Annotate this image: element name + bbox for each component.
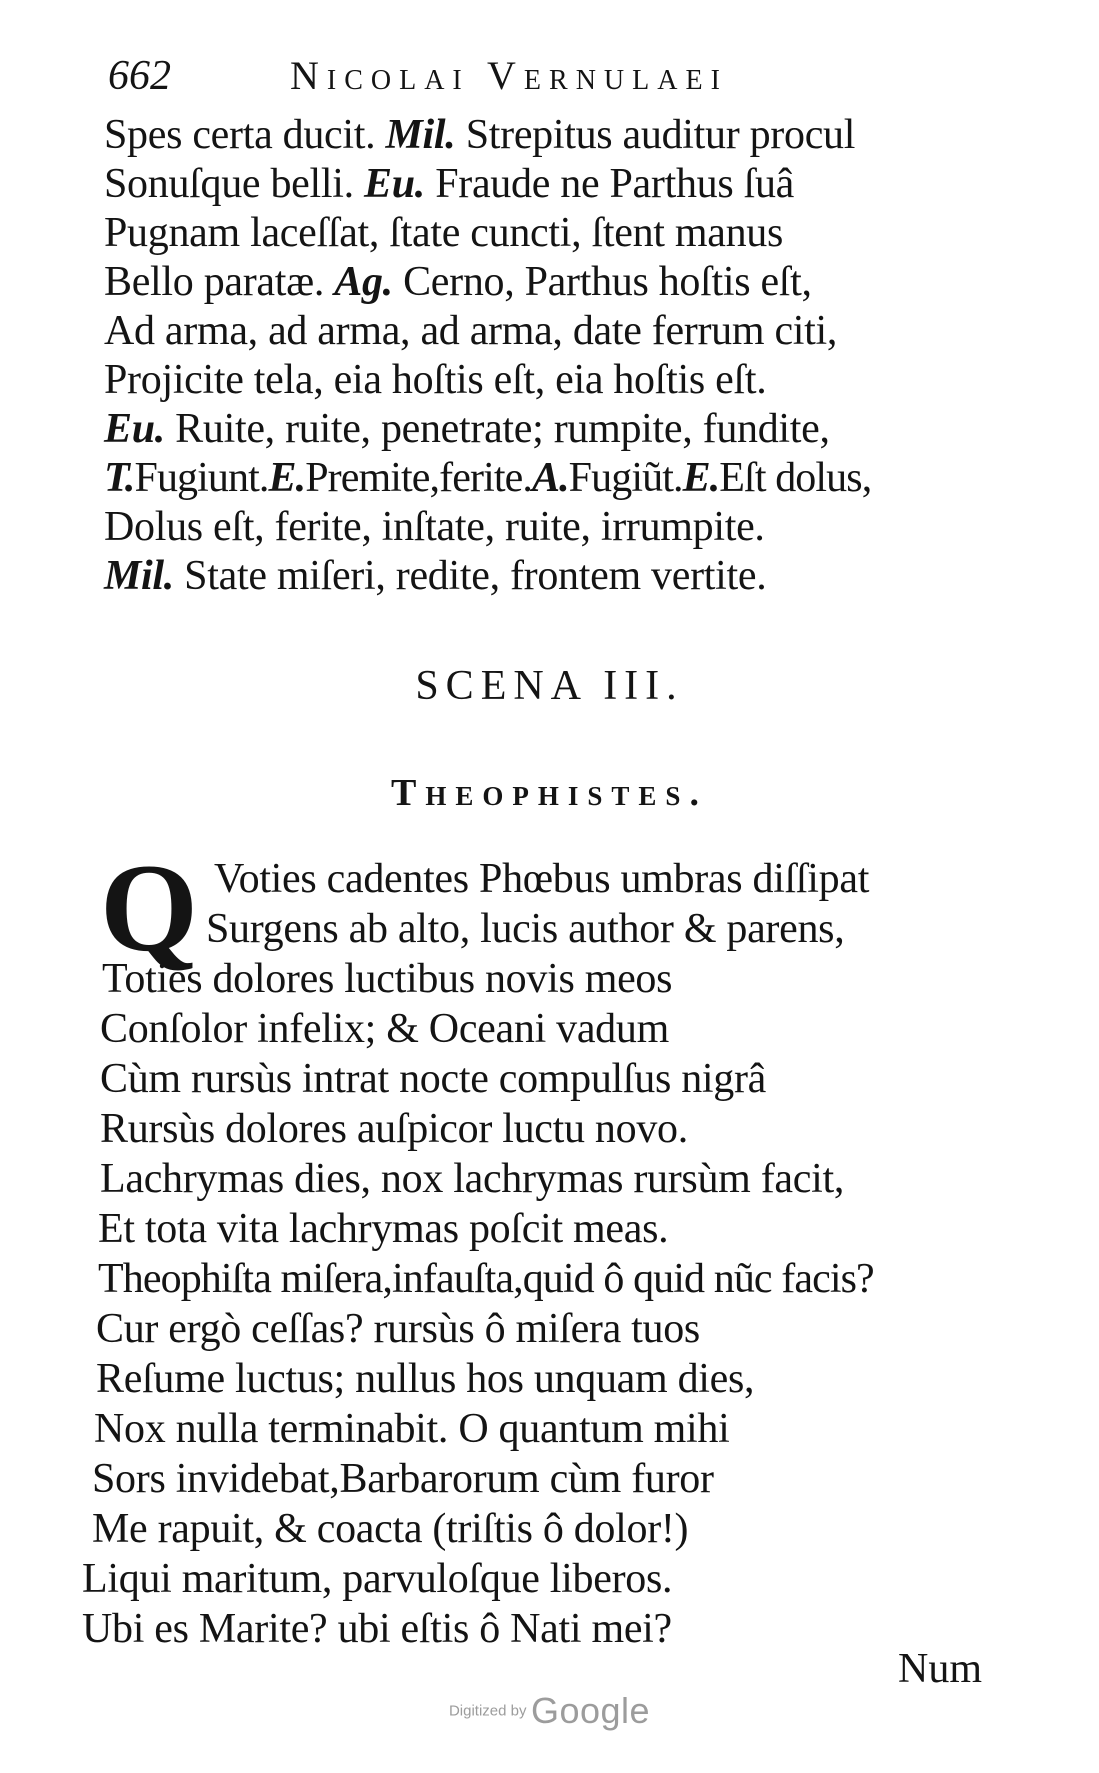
verse-line xyxy=(104,159,794,209)
verse-text: Surgens ab alto, lucis author & parens, xyxy=(206,906,845,952)
verse-text: Toties dolores luctibus novis meos xyxy=(102,956,673,1002)
verse-text: Premite,ferite. xyxy=(305,455,532,501)
verse-text: Voties cadentes Phœbus umbras diſſipat xyxy=(214,856,870,902)
speaker-label: Ag. xyxy=(334,259,393,305)
speaker-label: A. xyxy=(531,455,569,501)
verse-line xyxy=(104,355,766,405)
verse-line xyxy=(100,1004,669,1054)
verse-line xyxy=(100,1054,766,1104)
google-wordmark: Google xyxy=(530,1690,651,1731)
verse-text: Fugiũt. xyxy=(568,455,683,501)
verse-text: Liqui maritum, parvuloſque liberos. xyxy=(82,1556,673,1602)
verse-text: Cur ergò ceſſas? rursùs ô miſera tuos xyxy=(96,1306,700,1352)
verse-line xyxy=(104,110,855,160)
verse-text: Bello paratæ. xyxy=(104,259,335,305)
verse-line xyxy=(104,404,830,454)
verse-text: Me rapuit, & coacta (triſtis ô dolor!) xyxy=(92,1506,689,1552)
verse-text: Nox nulla terminabit. O quantum mihi xyxy=(94,1406,730,1452)
catchword: Num xyxy=(898,1646,982,1692)
verse-line xyxy=(102,954,672,1004)
verse-text: Dolus eſt, ferite, inſtate, ruite, irrumpite. xyxy=(104,504,765,550)
verse-text: Et tota vita lachrymas poſcit meas. xyxy=(98,1206,669,1252)
verse-text: Eſt dolus, xyxy=(719,455,872,501)
speaker-label: Eu. xyxy=(364,161,426,207)
verse-text: Ubi es Marite? ubi eſtis ô Nati mei? xyxy=(82,1606,672,1652)
scene-heading: SCENA III. xyxy=(415,663,684,709)
verse-line xyxy=(92,1454,714,1504)
verse-line xyxy=(82,1554,672,1604)
verse-line xyxy=(96,1304,700,1354)
verse-text: Sors invidebat,Barbarorum cùm furor xyxy=(92,1456,714,1502)
verse-line xyxy=(98,1254,874,1304)
verse-text: Fraude ne Parthus ſuâ xyxy=(425,161,794,207)
verse-line xyxy=(98,1204,668,1254)
verse-line xyxy=(96,1354,754,1404)
verse-line xyxy=(100,1104,688,1154)
verse-text: State miſeri, redite, frontem vertite. xyxy=(173,553,767,599)
verse-text: Strepitus auditur procul xyxy=(455,112,856,158)
verse-text: Theophiſta miſera,infauſta,quid ô quid nũc facis? xyxy=(98,1256,874,1302)
verse-text: Pugnam laceſſat, ſtate cuncti, ſtent manus xyxy=(104,210,784,256)
digitization-watermark xyxy=(0,1690,1099,1732)
verse-text: Fugiunt. xyxy=(134,455,269,501)
verse-text: Cùm rursùs intrat nocte compulſus nigrâ xyxy=(100,1056,767,1102)
running-head: Nicolai Vernulaei xyxy=(290,53,728,98)
verse-line xyxy=(104,306,837,356)
verse-line xyxy=(92,1504,688,1554)
speaker-heading: Theophistes. xyxy=(391,772,708,814)
speaker-label: Eu. xyxy=(104,406,165,452)
verse-text: Cerno, Parthus hoſtis eſt, xyxy=(392,259,812,305)
verse-line xyxy=(100,1154,844,1204)
verse-line xyxy=(104,551,766,601)
speaker-label: E. xyxy=(268,455,306,501)
digitized-by-label: Digitized by xyxy=(448,1702,527,1720)
speaker-label: Mil. xyxy=(385,112,456,158)
verse-line xyxy=(104,257,812,307)
verse-text: Sonuſque belli. xyxy=(104,161,365,207)
verse-line xyxy=(82,1604,672,1654)
verse-line xyxy=(94,1404,729,1454)
verse-text: Spes certa ducit. xyxy=(104,112,386,158)
verse-line xyxy=(104,208,783,258)
verse-line xyxy=(214,854,869,904)
verse-line xyxy=(206,904,844,954)
verse-text: Lachrymas dies, nox lachrymas rursùm facit, xyxy=(100,1156,845,1202)
verse-text: Ad arma, ad arma, ad arma, date ferrum citi, xyxy=(104,308,838,354)
verse-text: Ruite, ruite, penetrate; rumpite, fundite, xyxy=(164,406,830,452)
speaker-label: Mil. xyxy=(104,553,174,599)
verse-line xyxy=(104,453,871,503)
page-number: 662 xyxy=(108,53,171,99)
verse-line xyxy=(104,502,765,552)
drop-cap-initial: Q xyxy=(100,839,199,978)
verse-text: Conſolor infelix; & Oceani vadum xyxy=(100,1006,669,1052)
speaker-label: T. xyxy=(104,455,135,501)
verse-text: Reſume luctus; nullus hos unquam dies, xyxy=(96,1356,755,1402)
verse-text: Rursùs dolores auſpicor luctu novo. xyxy=(100,1106,688,1152)
verse-text: Projicite tela, eia hoſtis eſt, eia hoſtis eſt. xyxy=(104,357,767,403)
speaker-label: E. xyxy=(682,455,720,501)
